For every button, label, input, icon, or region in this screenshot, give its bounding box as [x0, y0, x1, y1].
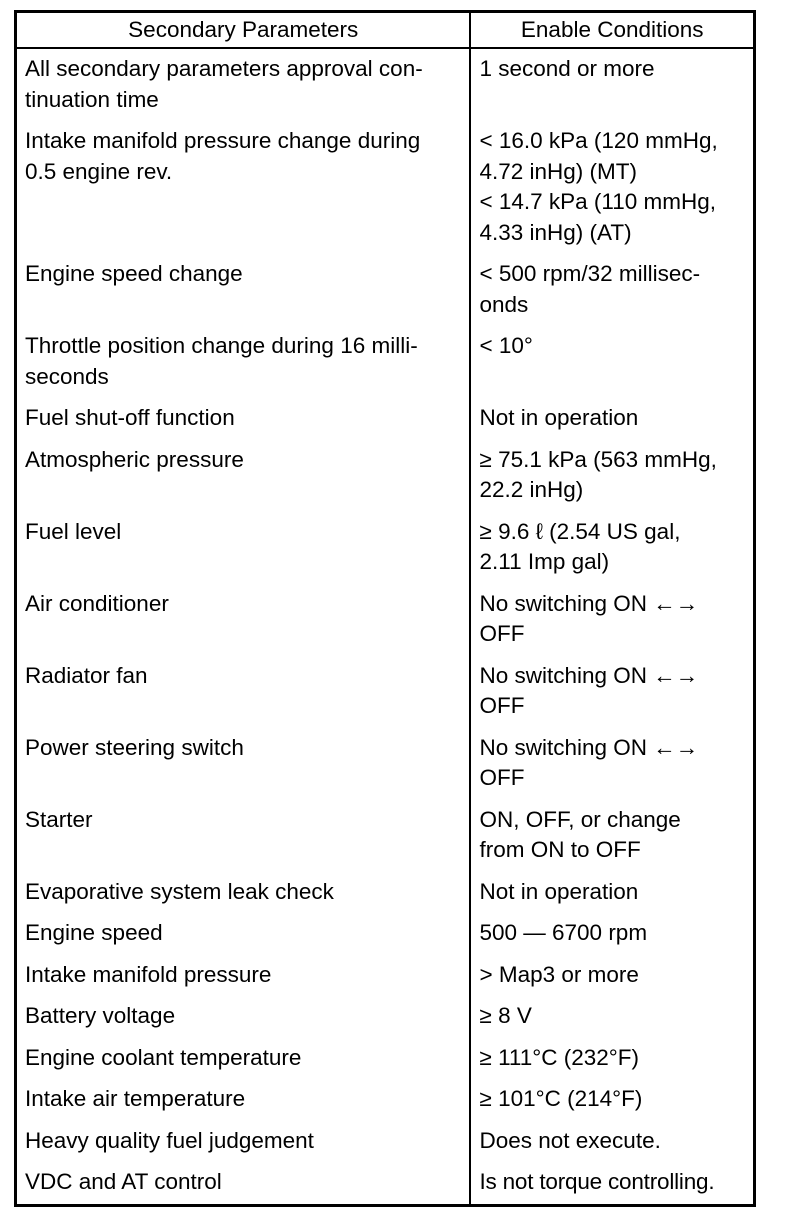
- table-row: [16, 121, 755, 254]
- parameter-cell: [16, 584, 471, 656]
- condition-cell: [470, 955, 754, 997]
- parameter-cell: [16, 254, 471, 326]
- table-row: [16, 728, 755, 800]
- parameter-text: Intake manifold pressure change during: [25, 128, 421, 153]
- condition-text: OFF: [479, 621, 525, 646]
- table-row: [16, 48, 755, 121]
- parameter-text: Starter: [25, 806, 93, 832]
- parameter-cell: [16, 398, 471, 440]
- condition-cell: [470, 656, 754, 728]
- parameter-text: 0.5 engine rev.: [25, 158, 173, 184]
- condition-text: OFF: [479, 693, 525, 718]
- condition-cell: [470, 326, 754, 398]
- condition-text: ≥ 8 V: [479, 1003, 532, 1028]
- parameter-cell: [16, 48, 471, 121]
- table-row: [16, 872, 755, 914]
- table-row: [16, 1121, 755, 1163]
- condition-cell: [470, 584, 754, 656]
- condition-cell: [470, 913, 754, 955]
- parameter-cell: [16, 1121, 471, 1163]
- enable-conditions-table: [14, 10, 756, 1207]
- condition-text: Not in operation: [479, 878, 639, 904]
- parameter-text: Radiator fan: [25, 662, 148, 688]
- condition-text: < 16.0 kPa (120 mmHg,: [479, 128, 718, 153]
- parameter-text: Engine coolant temperature: [25, 1044, 302, 1070]
- parameter-text: All secondary parameters approval con-: [25, 56, 423, 81]
- parameter-text: Air conditioner: [25, 590, 169, 616]
- condition-cell: [470, 800, 754, 872]
- parameter-cell: [16, 121, 471, 254]
- parameter-text: VDC and AT control: [25, 1169, 222, 1194]
- table-row: [16, 913, 755, 955]
- condition-text: 4.72 inHg) (MT): [479, 158, 638, 184]
- table-header: [16, 12, 755, 49]
- condition-text: 22.2 inHg): [479, 477, 584, 502]
- condition-text: > Map3 or more: [479, 961, 639, 987]
- parameter-cell: [16, 1162, 471, 1205]
- parameter-text: Atmospheric pressure: [25, 446, 244, 472]
- table-row: [16, 254, 755, 326]
- condition-text: Not in operation: [479, 405, 639, 430]
- parameter-text: Fuel level: [25, 518, 122, 544]
- condition-text: 2.11 Imp gal): [479, 549, 610, 574]
- parameter-cell: [16, 1038, 471, 1080]
- condition-text: ON, OFF, or change: [479, 806, 681, 832]
- condition-cell: [470, 440, 754, 512]
- table-row: [16, 584, 755, 656]
- condition-text: ≥ 75.1 kPa (563 mmHg,: [479, 446, 717, 472]
- table-row: [16, 800, 755, 872]
- parameter-text: Heavy quality fuel judgement: [25, 1127, 314, 1153]
- parameter-cell: [16, 326, 471, 398]
- condition-cell: [470, 872, 754, 914]
- parameter-cell: [16, 440, 471, 512]
- parameter-text: Power steering switch: [25, 734, 244, 760]
- table-row: [16, 398, 755, 440]
- condition-text: No switching ON ←→: [479, 662, 699, 688]
- condition-text: < 10°: [479, 333, 533, 358]
- parameter-cell: [16, 728, 471, 800]
- parameter-text: Engine speed: [25, 920, 163, 945]
- parameter-cell: [16, 996, 471, 1038]
- condition-cell: [470, 398, 754, 440]
- condition-text: 1 second or more: [479, 56, 655, 81]
- table-row: [16, 996, 755, 1038]
- condition-cell: [470, 1079, 754, 1121]
- condition-text: onds: [479, 291, 529, 317]
- condition-text: Does not execute.: [479, 1127, 661, 1153]
- parameter-cell: [16, 1079, 471, 1121]
- table-row: [16, 440, 755, 512]
- parameter-cell: [16, 512, 471, 584]
- header-enable-conditions: Enable Conditions: [470, 12, 754, 49]
- condition-text: No switching ON ←→: [479, 734, 699, 760]
- condition-cell: [470, 121, 754, 254]
- table-row: [16, 1162, 755, 1205]
- parameter-text: seconds: [25, 363, 109, 389]
- condition-text: < 14.7 kPa (110 mmHg,: [479, 189, 717, 214]
- condition-cell: [470, 48, 754, 121]
- parameter-text: Fuel shut-off function: [25, 405, 235, 430]
- parameter-cell: [16, 800, 471, 872]
- condition-cell: [470, 996, 754, 1038]
- parameter-text: Battery voltage: [25, 1003, 176, 1028]
- condition-text: OFF: [479, 765, 525, 790]
- parameter-cell: [16, 955, 471, 997]
- parameter-cell: [16, 913, 471, 955]
- parameter-text: Intake air temperature: [25, 1086, 246, 1111]
- table-row: [16, 326, 755, 398]
- parameter-text: Engine speed change: [25, 261, 243, 286]
- condition-cell: [470, 254, 754, 326]
- parameter-cell: [16, 656, 471, 728]
- condition-text: Is not torque controlling.: [479, 1169, 715, 1194]
- condition-text: ≥ 9.6 ℓ (2.54 US gal,: [479, 518, 681, 544]
- parameter-text: Evaporative system leak check: [25, 878, 334, 904]
- table-row: [16, 1079, 755, 1121]
- table-row: [16, 1038, 755, 1080]
- table-row: [16, 656, 755, 728]
- condition-cell: [470, 1162, 754, 1205]
- condition-cell: [470, 728, 754, 800]
- condition-cell: [470, 1038, 754, 1080]
- condition-cell: [470, 1121, 754, 1163]
- condition-text: from ON to OFF: [479, 837, 641, 862]
- condition-text: ≥ 111°C (232°F): [479, 1044, 640, 1070]
- condition-text: 4.33 inHg) (AT): [479, 219, 632, 245]
- condition-text: 500 — 6700 rpm: [479, 920, 648, 945]
- table-row: [16, 512, 755, 584]
- table-body: [16, 48, 755, 1205]
- parameter-text: Throttle position change during 16 milli-: [25, 333, 418, 358]
- document-page: [14, 10, 756, 1207]
- header-secondary-parameters: Secondary Parameters: [16, 12, 471, 49]
- table-row: [16, 955, 755, 997]
- header-row: [16, 12, 755, 49]
- parameter-cell: [16, 872, 471, 914]
- condition-text: ≥ 101°C (214°F): [479, 1086, 643, 1111]
- condition-text: No switching ON ←→: [479, 590, 699, 616]
- parameter-text: Intake manifold pressure: [25, 961, 272, 987]
- condition-text: < 500 rpm/32 millisec-: [479, 261, 701, 286]
- parameter-text: tinuation time: [25, 86, 159, 112]
- condition-cell: [470, 512, 754, 584]
